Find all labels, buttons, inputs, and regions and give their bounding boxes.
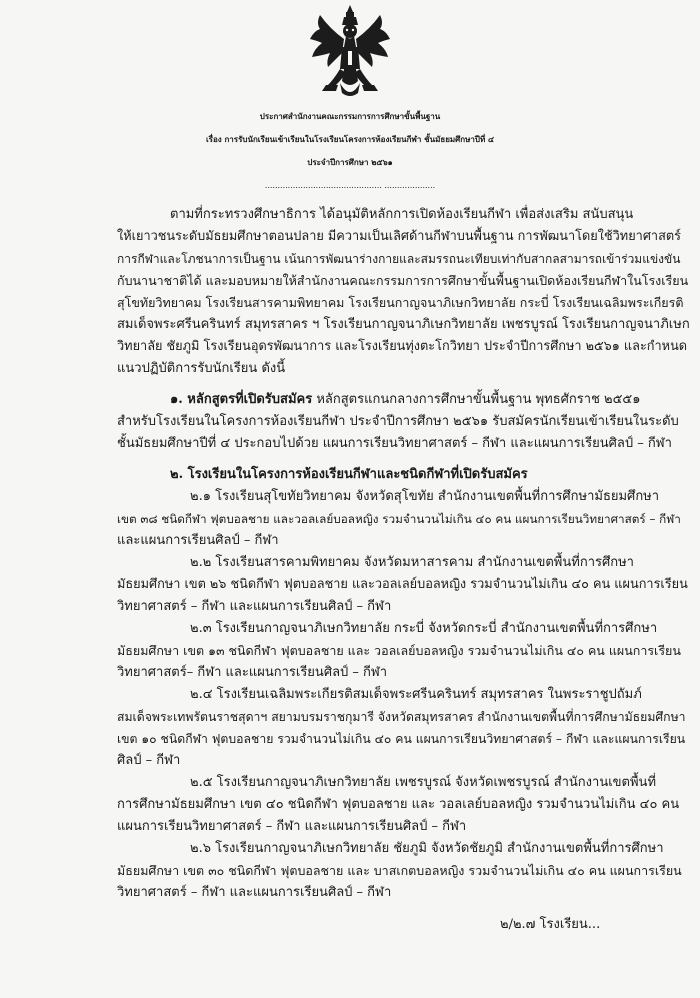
school-2-1-line: เขต ๓๘ ชนิดกีฬา ฟุตบอลชาย และวอลเลย์บอลหญิง รวมจำนวนไม่เกิน ๔๐ คน แผนการเรียนวิทยาศาสตร์ – กีฬา bbox=[117, 512, 681, 526]
school-2-1-line: ๒.๑ โรงเรียนสุโขทัยวิทยาคม จังหวัดสุโขทัย สำนักงานเขตพื้นที่การศึกษามัธยมศึกษา bbox=[190, 489, 660, 504]
school-2-2-line: วิทยาศาสตร์ – กีฬา และแผนการเรียนศิลป์ – กีฬา bbox=[117, 599, 392, 614]
intro-line: วิทยาลัย ชัยภูมิ โรงเรียนอุดรพัฒนาการ และโรงเรียนทุ่งตะโกวิทยา ประจำปีการศึกษา ๒๕๖๑ และกำหนด bbox=[117, 339, 688, 354]
intro-line: ให้เยาวชนระดับมัธยมศึกษาตอนปลาย มีความเป็นเลิศด้านกีฬาบนพื้นฐาน การพัฒนาโดยใช้วิทยาศาสตร์ bbox=[117, 229, 681, 244]
announcement-title: ประกาศสำนักงานคณะกรรมการการศึกษาขั้นพื้นฐาน bbox=[259, 111, 441, 121]
intro-line: การกีฬาและโภชนาการเป็นฐาน เน้นการพัฒนาร่างกายและสมรรถนะเทียบเท่ากับสากลสามารถเข้าร่วมแข่งขัน bbox=[117, 252, 681, 266]
school-2-3-line: ๒.๓ โรงเรียนกาญจนาภิเษกวิทยาลัย กระบี่ จังหวัดกระบี่ สำนักงานเขตพื้นที่การศึกษา bbox=[190, 621, 658, 636]
school-2-5-line: การศึกษามัธยมศึกษา เขต ๔๐ ชนิดกีฬา ฟุตบอลชาย และ วอลเลย์บอลหญิง รวมจำนวนไม่เกิน ๔๐ คน bbox=[117, 797, 680, 812]
page-continuation: ๒/๒.๗ โรงเรียน... bbox=[500, 917, 601, 932]
school-2-3-line: มัธยมศึกษา เขต ๑๓ ชนิดกีฬา ฟุตบอลชาย และ วอลเลย์บอลหญิง รวมจำนวนไม่เกิน ๔๐ คน แผนการเรียน bbox=[117, 643, 681, 658]
school-2-6-line: มัธยมศึกษา เขต ๓๐ ชนิดกีฬา ฟุตบอลชาย และ บาสเกตบอลหญิง รวมจำนวนไม่เกิน ๔๐ คน แผนการเรียน bbox=[117, 863, 682, 878]
school-2-4-line: ๒.๔ โรงเรียนเฉลิมพระเกียรติสมเด็จพระศรีนครินทร์ สมุทรสาคร ในพระราชูปถัมภ์ bbox=[190, 687, 642, 702]
school-2-6-line: ๒.๖ โรงเรียนกาญจนาภิเษกวิทยาลัย ชัยภูมิ จังหวัดชัยภูมิ สำนักงานเขตพื้นที่การศึกษา bbox=[190, 841, 664, 856]
school-2-2-line: ๒.๒ โรงเรียนสารคามพิทยาคม จังหวัดมหาสารคาม สำนักงานเขตพื้นที่การศึกษา bbox=[190, 555, 634, 570]
school-2-6-line: วิทยาศาสตร์ – กีฬา และแผนการเรียนศิลป์ – กีฬา bbox=[117, 885, 392, 900]
school-2-4-line: ศิลป์ – กีฬา bbox=[117, 753, 181, 768]
garuda-emblem-icon bbox=[300, 3, 400, 103]
intro-line: สมเด็จพระศรีนครินทร์ สมุทรสาคร ฯ โรงเรียนกาญจนาภิเษกวิทยาลัย เพชรบูรณ์ โรงเรียนกาญจนาภิเษก bbox=[117, 317, 690, 332]
school-2-4-line: เขต ๑๐ ชนิดกีฬา ฟุตบอลชาย รวมจำนวนไม่เกิน ๔๐ คน แผนการเรียนวิทยาศาสตร์ – กีฬา และแผนการเรียน bbox=[117, 732, 686, 746]
section-1-line: ชั้นมัธยมศึกษาปีที่ ๔ ประกอบไปด้วย แผนการเรียนวิทยาศาสตร์ – กีฬา และแผนการเรียนศิลป์ – กีฬา bbox=[117, 436, 672, 451]
school-2-5-line: แผนการเรียนวิทยาศาสตร์ – กีฬา และแผนการเรียนศิลป์ – กีฬา bbox=[117, 819, 467, 834]
section-1-line: สำหรับโรงเรียนในโครงการห้องเรียนกีฬา ประจำปีการศึกษา ๒๕๖๑ รับสมัครนักเรียนเข้าเรียนในระดับ bbox=[117, 414, 679, 429]
title-divider: .............................................. .................... bbox=[264, 181, 436, 190]
section-2-heading: ๒. โรงเรียนในโครงการห้องเรียนกีฬาและชนิดกีฬาที่เปิดรับสมัคร bbox=[170, 467, 528, 482]
announcement-subject: เรื่อง การรับนักเรียนเข้าเรียนในโรงเรียนโครงการห้องเรียนกีฬา ชั้นมัธยมศึกษาปีที่ ๔ bbox=[205, 134, 495, 144]
intro-line: สุโขทัยวิทยาคม โรงเรียนสารคามพิทยาคม โรงเรียนกาญจนาภิเษกวิทยาลัย กระบี่ โรงเรียนเฉลิมพระเกียรติ bbox=[117, 295, 684, 310]
section-1-first-line bbox=[170, 390, 641, 410]
section-1-lead: หลักสูตรแกนกลางการศึกษาขั้นพื้นฐาน พุทธศักราช ๒๕๕๑ bbox=[312, 392, 641, 407]
school-2-5-line: ๒.๕ โรงเรียนกาญจนาภิเษกวิทยาลัย เพชรบูรณ์ จังหวัดเพชรบูรณ์ สำนักงานเขตพื้นที่ bbox=[190, 775, 657, 790]
intro-line: กับนานาชาติได้ และมอบหมายให้สำนักงานคณะกรรมการการศึกษาขั้นพื้นฐานเปิดห้องเรียนกีฬาในโรงเรียน bbox=[117, 273, 689, 288]
school-2-2-line: มัธยมศึกษา เขต ๒๖ ชนิดกีฬา ฟุตบอลชาย และวอลเลย์บอลหญิง รวมจำนวนไม่เกิน ๔๐ คน แผนการเรียน bbox=[117, 577, 688, 592]
intro-line: ตามที่กระทรวงศึกษาธิการ ได้อนุมัติหลักการเปิดห้องเรียนกีฬา เพื่อส่งเสริม สนับสนุน bbox=[170, 207, 634, 222]
school-2-3-line: วิทยาศาสตร์– กีฬา และแผนการเรียนศิลป์ – กีฬา bbox=[117, 665, 388, 680]
intro-line: แนวปฏิบัติการรับนักเรียน ดังนี้ bbox=[117, 361, 286, 376]
school-2-1-line: และแผนการเรียนศิลป์ – กีฬา bbox=[117, 533, 279, 548]
section-1-heading: ๑. หลักสูตรที่เปิดรับสมัคร bbox=[170, 392, 313, 407]
academic-year: ประจำปีการศึกษา ๒๕๖๑ bbox=[307, 157, 393, 167]
school-2-4-line: สมเด็จพระเทพรัตนราชสุดาฯ สยามบรมราชกุมารี จังหวัดสมุทรสาคร สำนักงานเขตพื้นที่การศึกษามัธยมศึกษา bbox=[117, 710, 686, 724]
